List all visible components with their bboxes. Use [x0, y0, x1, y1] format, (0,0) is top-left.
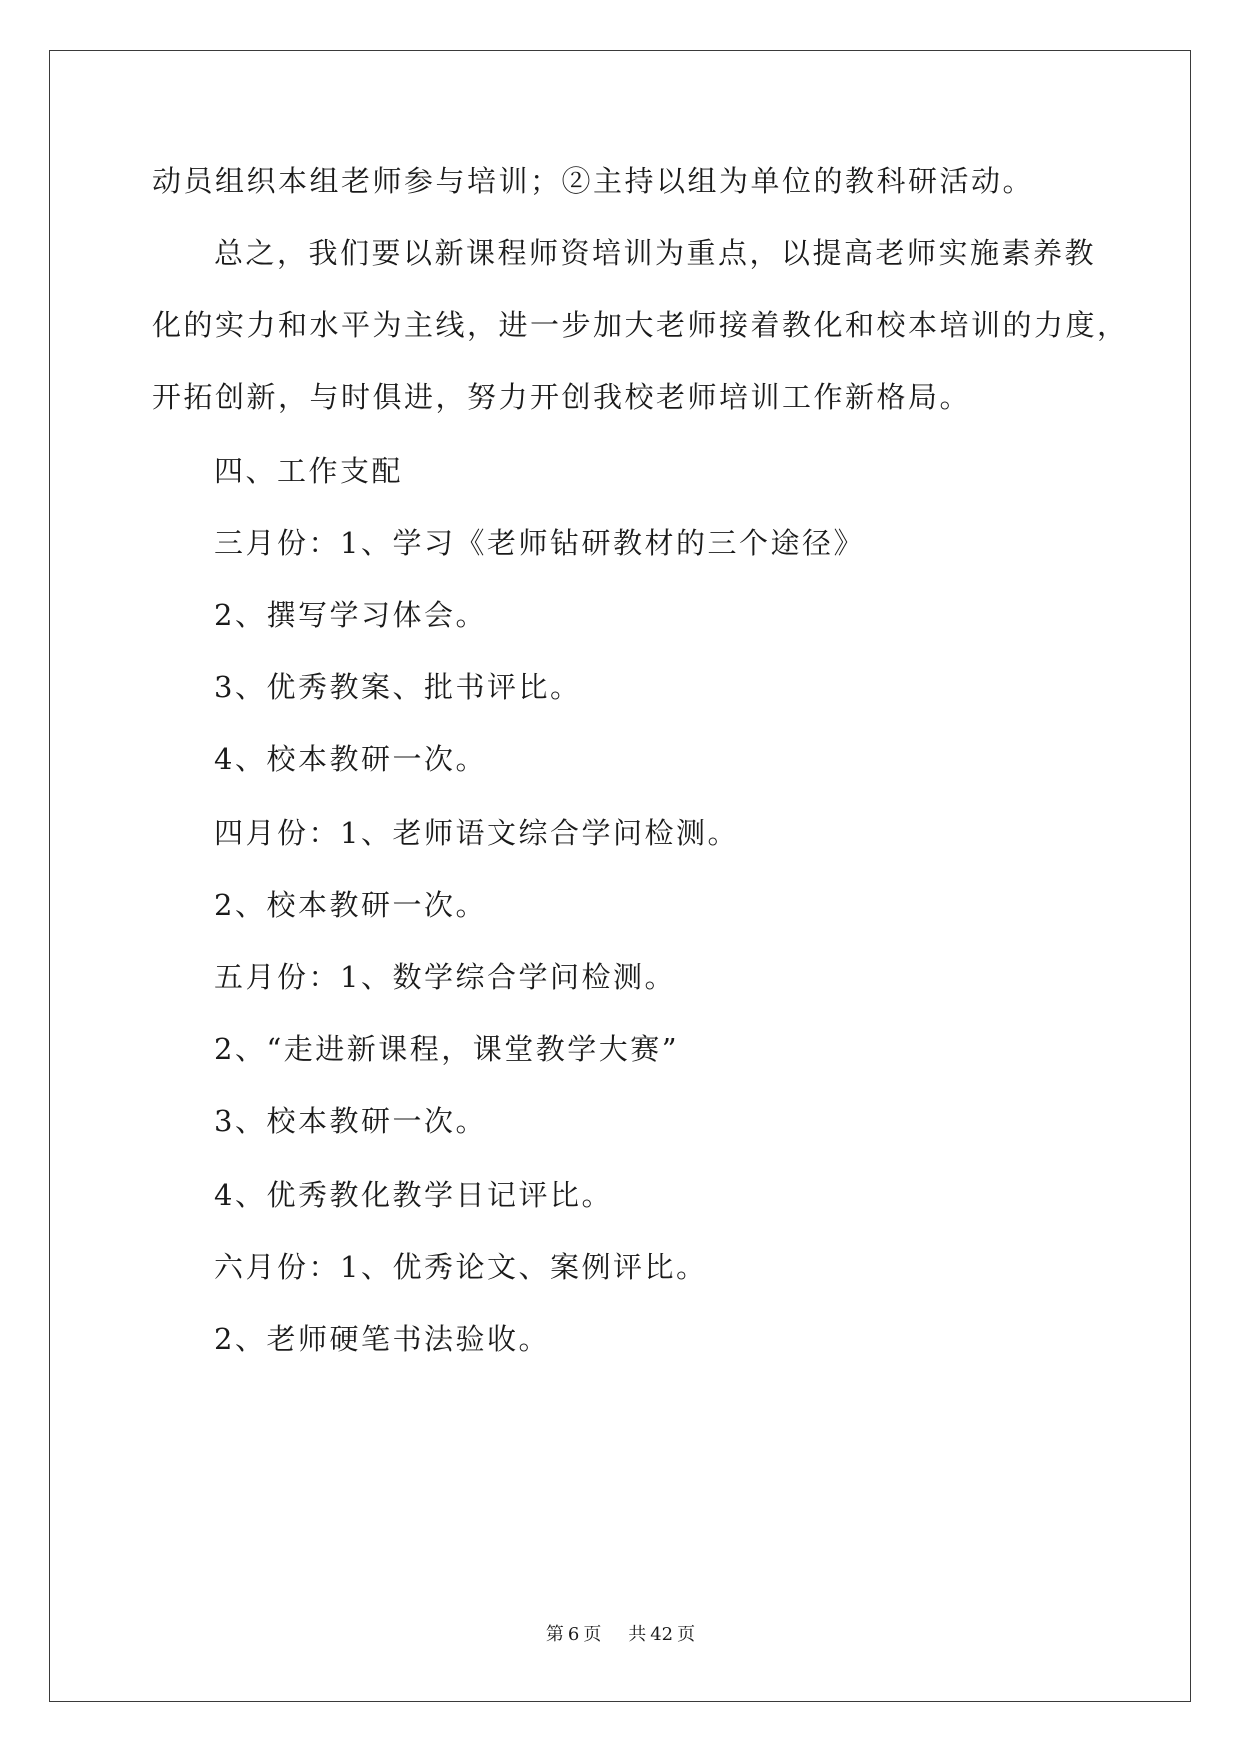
schedule-item: 四月份：1、老师语文综合学问检测。	[214, 816, 739, 850]
schedule-item: 2、校本教研一次。	[214, 888, 487, 922]
total-label-suffix: 页	[677, 1624, 696, 1645]
page-border	[49, 50, 1191, 1702]
paragraph-line: 化的实力和水平为主线，进一步加大老师接着教化和校本培训的力度，	[152, 308, 1129, 342]
paragraph-line: 总之，我们要以新课程师资培训为重点，以提高老师实施素养教	[214, 236, 1097, 270]
total-pages: 42	[650, 1624, 674, 1645]
schedule-item: 六月份：1、优秀论文、案例评比。	[214, 1250, 708, 1284]
schedule-item: 2、老师硬笔书法验收。	[214, 1322, 550, 1356]
paragraph-line: 开拓创新，与时俱进，努力开创我校老师培训工作新格局。	[152, 380, 972, 414]
schedule-item: 2、撰写学习体会。	[214, 598, 487, 632]
page-footer	[0, 1620, 1241, 1646]
schedule-item: 五月份：1、数学综合学问检测。	[214, 960, 676, 994]
section-heading: 四、工作支配	[214, 454, 404, 488]
schedule-item: 4、校本教研一次。	[214, 742, 487, 776]
total-label-prefix: 共	[628, 1624, 647, 1645]
schedule-item: 2、“走进新课程，课堂教学大赛”	[214, 1032, 680, 1066]
page-label-prefix: 第	[545, 1624, 564, 1645]
schedule-item: 3、校本教研一次。	[214, 1104, 487, 1138]
schedule-item: 4、优秀教化教学日记评比。	[214, 1178, 613, 1212]
page-number: 6	[567, 1624, 580, 1645]
schedule-item: 3、优秀教案、批书评比。	[214, 670, 582, 704]
page-label-suffix: 页	[583, 1624, 602, 1645]
paragraph-line: 动员组织本组老师参与培训；②主持以组为单位的教科研活动。	[152, 164, 1035, 198]
schedule-item: 三月份：1、学习《老师钻研教材的三个途径》	[214, 526, 865, 560]
